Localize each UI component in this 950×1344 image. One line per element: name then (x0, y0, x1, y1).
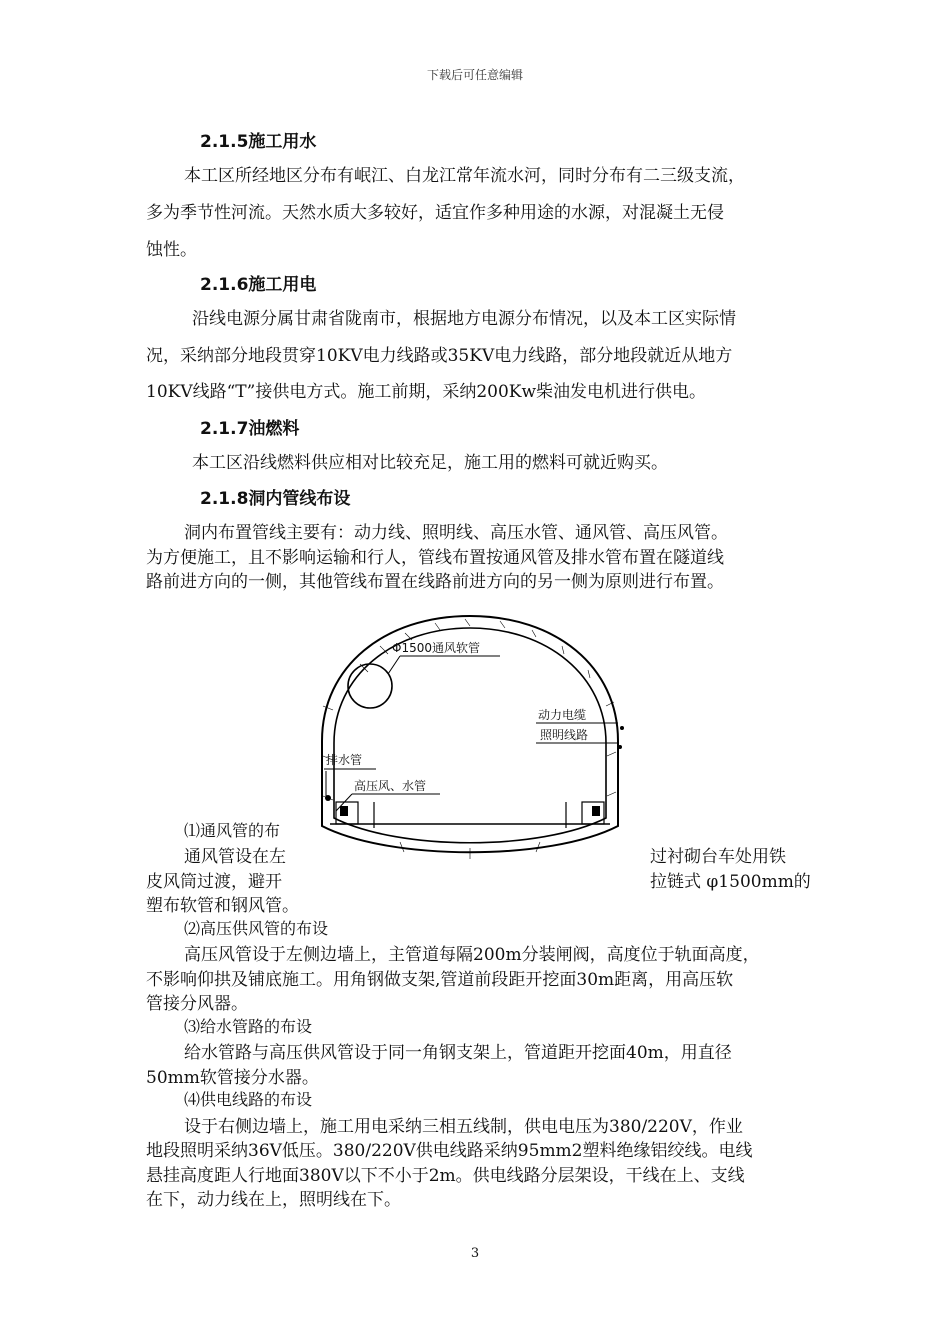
paragraph-line: 为方便施工，且不影响运输和行人，管线布置按通风管及排水管布置在隧道线 (146, 548, 724, 568)
section-title-pipelines: 2.1.8洞内管线布设 (200, 489, 351, 509)
paragraph-line: 过衬砌台车处用铁 (650, 847, 786, 867)
subsection-title-water-supply: ⑶给水管路的布设 (184, 1017, 313, 1036)
paragraph-line: 蚀性。 (146, 240, 197, 260)
lighting-line-mark (618, 745, 622, 749)
hp-air-water-label: 高压风、水管 (354, 779, 427, 793)
paragraph-line: 路前进方向的一侧，其他管线布置在线路前进方向的另一侧为原则进行布置。 (146, 572, 724, 592)
paragraph-line: 洞内布置管线主要有：动力线、照明线、高压水管、通风管、高压风管。 (184, 523, 728, 543)
paragraph-line: 10KV线路“T”接供电方式。施工前期，采纳200Kw柴油发电机进行供电。 (146, 382, 707, 402)
paragraph-line: 悬挂高度距人行地面380V以下不小于2m。供电线路分层架设，干线在上、支线 (146, 1166, 745, 1186)
paragraph-line: 通风管设在左 (184, 847, 286, 867)
page-number: 3 (470, 1246, 480, 1261)
section-title-water: 2.1.5施工用水 (200, 132, 317, 152)
drain-pipe-label: 排水管 (326, 753, 363, 767)
paragraph-line: 不影响仰拱及铺底施工。用角钢做支架,管道前段距开挖面30m距离，用高压软 (146, 970, 734, 990)
lighting-line-label: 照明线路 (540, 728, 589, 742)
drain-pipe-mark (325, 795, 331, 801)
paragraph-line: 本工区沿线燃料供应相对比较充足，施工用的燃料可就近购买。 (192, 453, 668, 473)
paragraph-line: 沿线电源分属甘肃省陇南市，根据地方电源分布情况，以及本工区实际情 (192, 309, 736, 329)
paragraph-line: 本工区所经地区分布有岷江、白龙江常年流水河，同时分布有二三级支流， (184, 166, 745, 186)
paragraph-line: 拉链式 φ1500mm的 (650, 872, 811, 892)
paragraph-line: 皮风筒过渡，避开 (146, 872, 282, 892)
paragraph-line: 地段照明采纳36V低压。380/220V供电线路采纳95mm2塑料绝缘铝绞线。电线 (146, 1141, 753, 1161)
subsection-title-ventilation: ⑴通风管的布 (184, 821, 281, 840)
page-header: 下载后可任意编辑 (426, 68, 523, 82)
subsection-title-power-line: ⑷供电线路的布设 (184, 1090, 313, 1109)
paragraph-line: 在下，动力线在上，照明线在下。 (146, 1190, 401, 1210)
paragraph-line: 高压风管设于左侧边墙上，主管道每隔200m分装闸阀，高度位于轨面高度， (184, 945, 760, 965)
paragraph-line: 塑布软管和钢风管。 (146, 896, 299, 916)
power-cable-mark (620, 726, 624, 730)
vent-duct-label: Φ1500通风软管 (392, 641, 480, 655)
paragraph-line: 给水管路与高压供风管设于同一角钢支架上，管道距开挖面40m，用直径 (184, 1043, 732, 1063)
paragraph-line: 50mm软管接分水器。 (146, 1068, 319, 1088)
paragraph-line: 多为季节性河流。天然水质大多较好，适宜作多种用途的水源，对混凝土无侵 (146, 203, 724, 223)
section-title-power: 2.1.6施工用电 (200, 275, 317, 295)
paragraph-line: 况，采纳部分地段贯穿10KV电力线路或35KV电力线路，部分地段就近从地方 (146, 346, 733, 366)
paragraph-line: 设于右侧边墙上，施工用电采纳三相五线制，供电电压为380/220V，作业 (184, 1117, 743, 1137)
section-title-fuel: 2.1.7油燃料 (200, 419, 300, 439)
tunnel-cross-section-figure (300, 606, 640, 896)
power-cable-label: 动力电缆 (538, 708, 587, 722)
subsection-title-air: ⑵高压供风管的布设 (184, 919, 329, 938)
paragraph-line: 管接分风器。 (146, 994, 248, 1014)
